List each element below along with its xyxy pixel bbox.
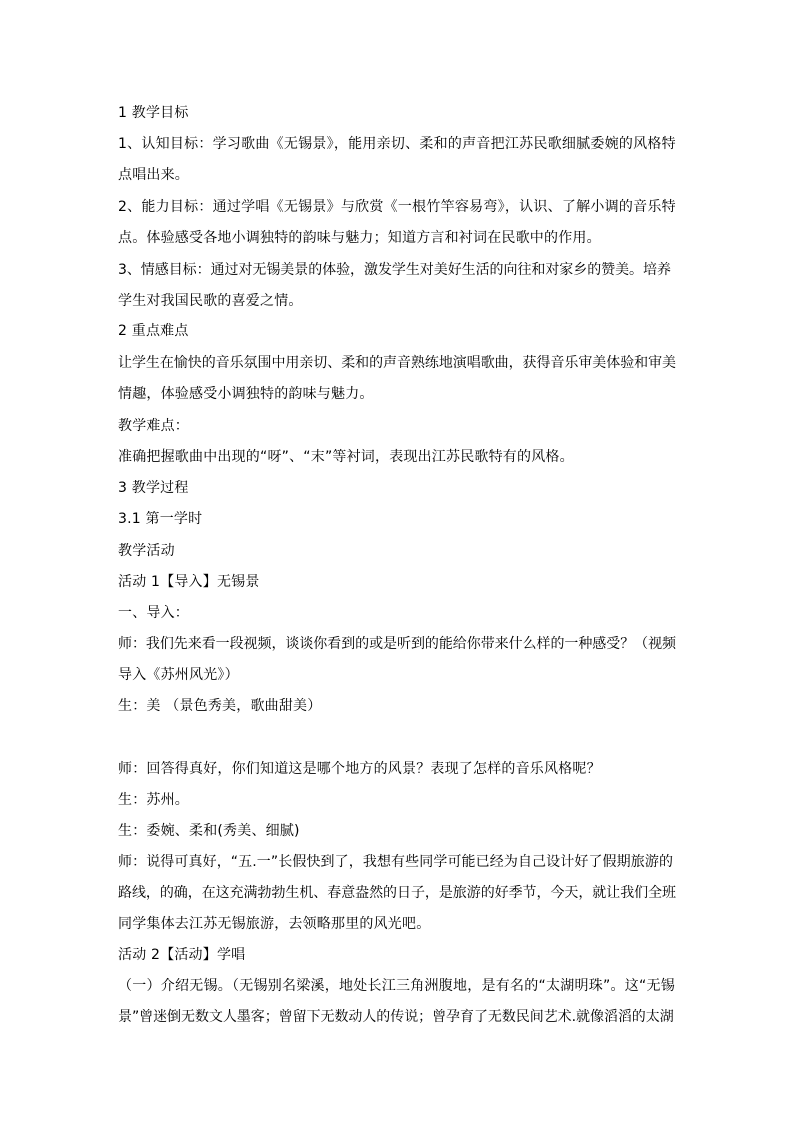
heading-key-points: 2 重点难点 <box>118 323 189 339</box>
paragraph-line: 师：回答得真好，你们知道这是哪个地方的风景？表现了怎样的音乐风格呢？ <box>118 761 601 777</box>
heading-first-lesson: 3.1 第一学时 <box>118 511 203 527</box>
paragraph-line: 点。体验感受各地小调独特的韵味与魅力；知道方言和衬词在民歌中的作用。 <box>118 230 601 246</box>
paragraph-line: 景”曾迷倒无数文人墨客；曾留下无数动人的传说；曾孕育了无数民间艺术.就像滔滔的太湖 <box>118 1009 674 1025</box>
paragraph-line: 情趣，体验感受小调独特的韵味与魅力。 <box>118 386 374 402</box>
paragraph-line: 学生对我国民歌的喜爱之情。 <box>118 293 303 309</box>
paragraph-line: 3、情感目标：通过对无锡美景的体验，激发学生对美好生活的向往和对家乡的赞美。培养 <box>118 262 671 278</box>
paragraph-line: 点唱出来。 <box>118 167 189 183</box>
heading-teaching-process: 3 教学过程 <box>118 480 189 496</box>
paragraph-line: 生：美 （景色秀美，歌曲甜美） <box>118 698 322 714</box>
paragraph-line: 师：说得可真好，“五.一”长假快到了，我想有些同学可能已经为自己设计好了假期旅游的 <box>118 854 674 870</box>
paragraph-line: 师：我们先来看一段视频，谈谈你看到的或是听到的能给你带来什么样的一种感受？（视频 <box>118 636 676 652</box>
activity-2-title: 活动 2【活动】学唱 <box>118 947 246 963</box>
paragraph-line: 1、认知目标：学习歌曲《无锡景》，能用亲切、柔和的声音把江苏民歌细腻委婉的风格特 <box>118 136 676 152</box>
paragraph-line: 2、能力目标：通过学唱《无锡景》与欣赏《一根竹竿容易弯》，认识、了解小调的音乐特 <box>118 199 676 215</box>
activity-1-title: 活动 1【导入】无锡景 <box>118 574 260 590</box>
paragraph-line: 教学难点： <box>118 418 189 434</box>
paragraph-line: 同学集体去江苏无锡旅游，去领略那里的风光吧。 <box>118 916 431 932</box>
paragraph-line: 准确把握歌曲中出现的“呀”、“末”等衬词，表现出江苏民歌特有的风格。 <box>118 449 574 465</box>
heading-teaching-goals: 1 教学目标 <box>118 105 189 121</box>
paragraph-line: 生：委婉、柔和(秀美、细腻) <box>118 823 300 839</box>
paragraph-line: 让学生在愉快的音乐氛围中用亲切、柔和的声音熟练地演唱歌曲，获得音乐审美体验和审美 <box>118 355 676 371</box>
paragraph-line: 路线，的确，在这充满勃勃生机、春意盎然的日子，是旅游的好季节，今天，就让我们全班 <box>118 885 676 901</box>
paragraph-line: 生：苏州。 <box>118 792 189 808</box>
paragraph-line: （一）介绍无锡。（无锡别名梁溪，地处长江三角洲腹地，是有名的“太湖明珠”。这“无锡 <box>118 978 676 994</box>
paragraph-line: 教学活动 <box>118 543 175 559</box>
paragraph-line: 一、导入： <box>118 605 189 621</box>
paragraph-line: 导入《苏州风光》） <box>118 667 239 683</box>
